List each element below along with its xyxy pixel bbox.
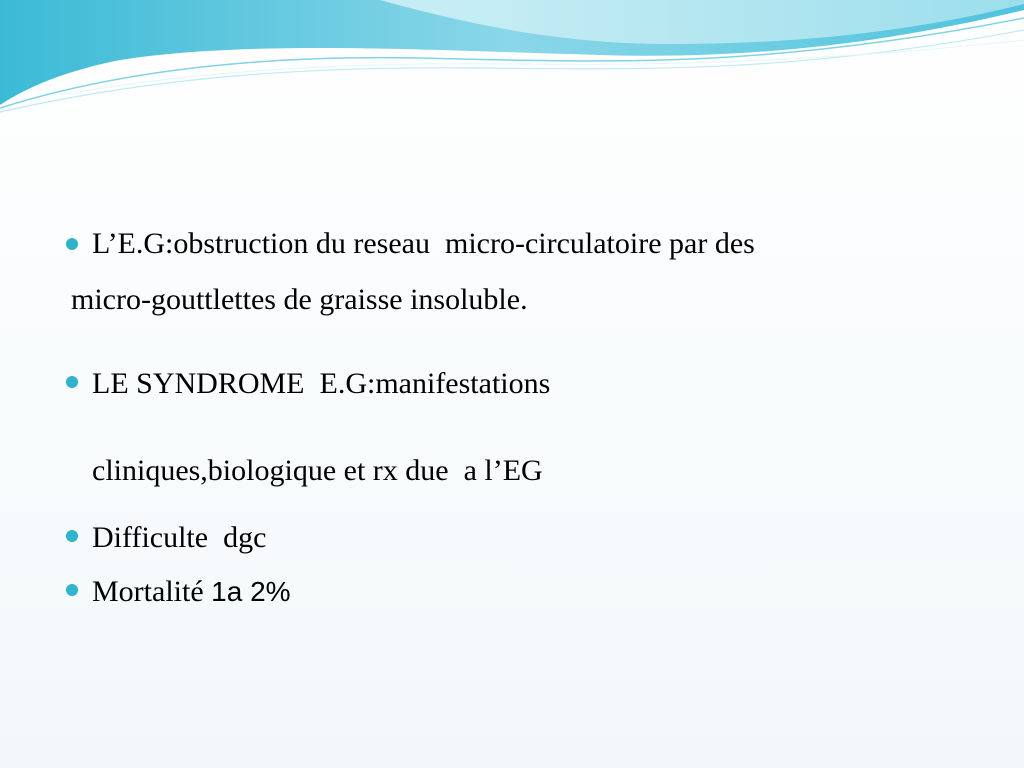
bullet-4-text-sans: 1a 2% — [211, 576, 291, 607]
bullet-dot-2 — [66, 376, 78, 388]
bullet-2-line-1: LE SYNDROME E.G:manifestations — [92, 367, 551, 400]
bullet-4-line-1 — [92, 574, 291, 610]
bullet-dot-1 — [66, 238, 78, 250]
bullet-3-line-1: Difficulte dgc — [92, 521, 267, 554]
bullet-1-line-1: L’E.G:obstruction du reseau micro-circulatoire par des — [92, 227, 755, 260]
bullet-2-line-2: cliniques,biologique et rx due a l’EG — [92, 454, 543, 487]
bullet-dot-4 — [66, 584, 78, 596]
bullet-4-text-serif: Mortalité — [92, 575, 212, 608]
bullet-dot-3 — [66, 530, 78, 542]
bullet-1-line-2: micro-gouttlettes de graisse insoluble. — [71, 283, 528, 316]
